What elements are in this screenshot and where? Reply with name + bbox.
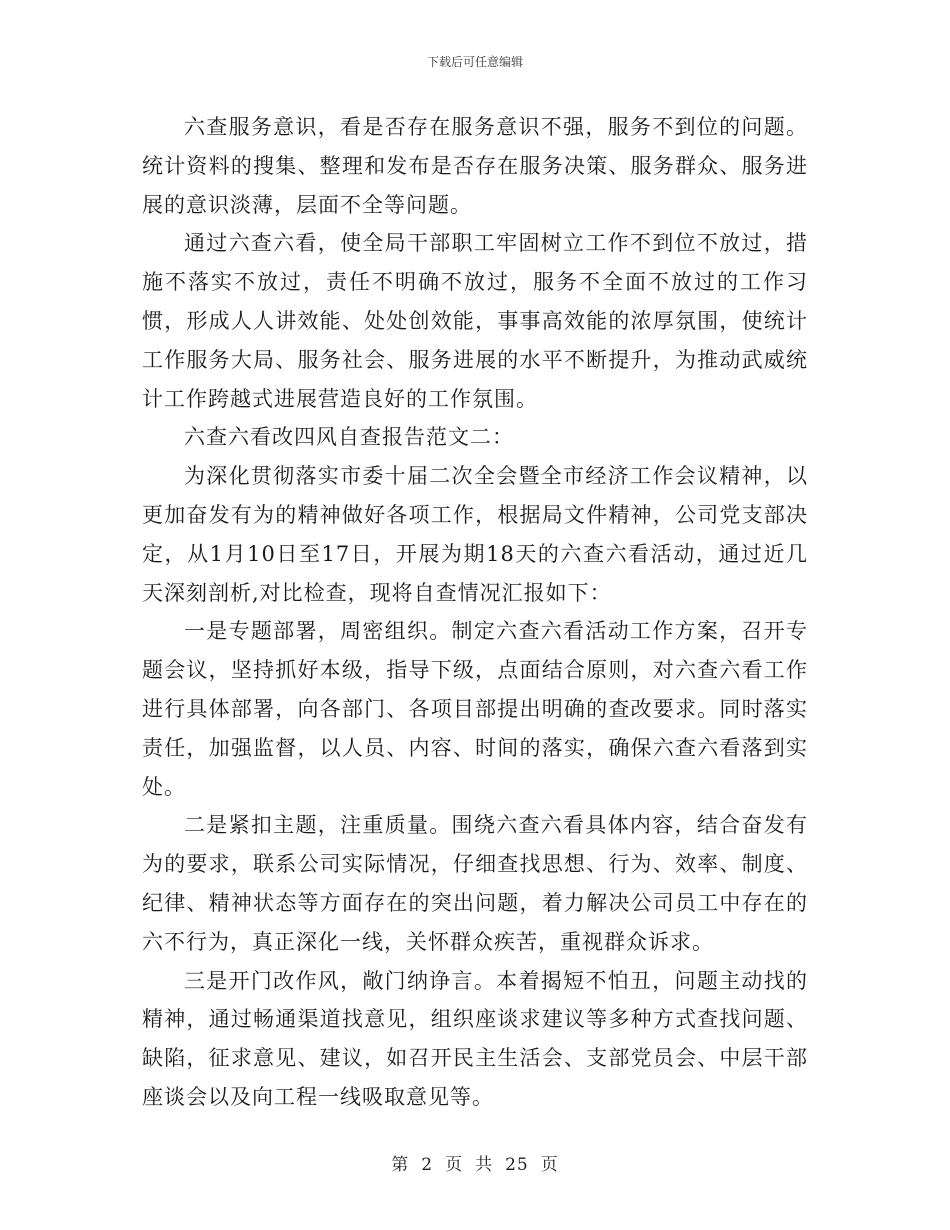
paragraph-point-three: 三是开门改作风，敞门纳诤言。本着揭短不怕丑，问题主动找的精神，通过畅通渠道找意见，组织座谈求建议等多种方式查找问题、缺陷，征求意见、建议，如召开民主生活会、支部党员会、中层干部座谈会以及向工程一线吸取意见等。 [142, 968, 808, 1109]
document-body [142, 108, 808, 1117]
page-total: 25 [505, 1155, 529, 1175]
paragraph-intro: 为深化贯彻落实市委十届二次全会暨全市经济工作会议精神，以更加奋发有为的精神做好各项工作，根据局文件精神，公司党支部决定，从1月10日至17日，开展为期18天的六查六看活动，通过近几天深刻剖析,对比检查，现将自查情况汇报如下： [142, 464, 808, 605]
page-current: 2 [421, 1155, 434, 1175]
page-unit: 页 [445, 1155, 464, 1175]
page-label: 第 [391, 1155, 410, 1175]
paragraph-six-checks-summary: 通过六查六看，使全局干部职工牢固树立工作不到位不放过，措施不落实不放过，责任不明确不放过，服务不全面不放过的工作习惯，形成人人讲效能、处处创效能，事事高效能的浓厚氛围，使统计工作服务大局、服务社会、服务进展的水平不断提升，为推动武威统计工作跨越式进展营造良好的工作氛围。 [142, 231, 808, 411]
paragraph-point-one: 一是专题部署，周密组织。制定六查六看活动工作方案，召开专题会议，坚持抓好本级，指导下级，点面结合原则，对六查六看工作进行具体部署，向各部门、各项目部提出明确的查改要求。同时落实责任，加强监督，以人员、内容、时间的落实，确保六查六看落到实处。 [142, 619, 808, 799]
section-title-sample-two: 六查六看改四风自查报告范文二： [184, 425, 514, 450]
page-header: 下载后可任意编辑 [426, 55, 523, 69]
paragraph-point-two: 二是紧扣主题，注重质量。围绕六查六看具体内容，结合奋发有为的要求，联系公司实际情况，仔细查找思想、行为、效率、制度、纪律、精神状态等方面存在的突出问题，着力解决公司员工中存在的六不行为，真正深化一线，关怀群众疾苦，重视群众诉求。 [142, 813, 808, 954]
paragraph-service-awareness: 六查服务意识，看是否存在服务意识不强，服务不到位的问题。统计资料的搜集、整理和发布是否存在服务决策、服务群众、服务进展的意识淡薄，层面不全等问题。 [142, 115, 808, 217]
total-unit: 页 [540, 1155, 559, 1175]
total-label: 共 [475, 1155, 494, 1175]
page-footer [0, 1153, 950, 1177]
